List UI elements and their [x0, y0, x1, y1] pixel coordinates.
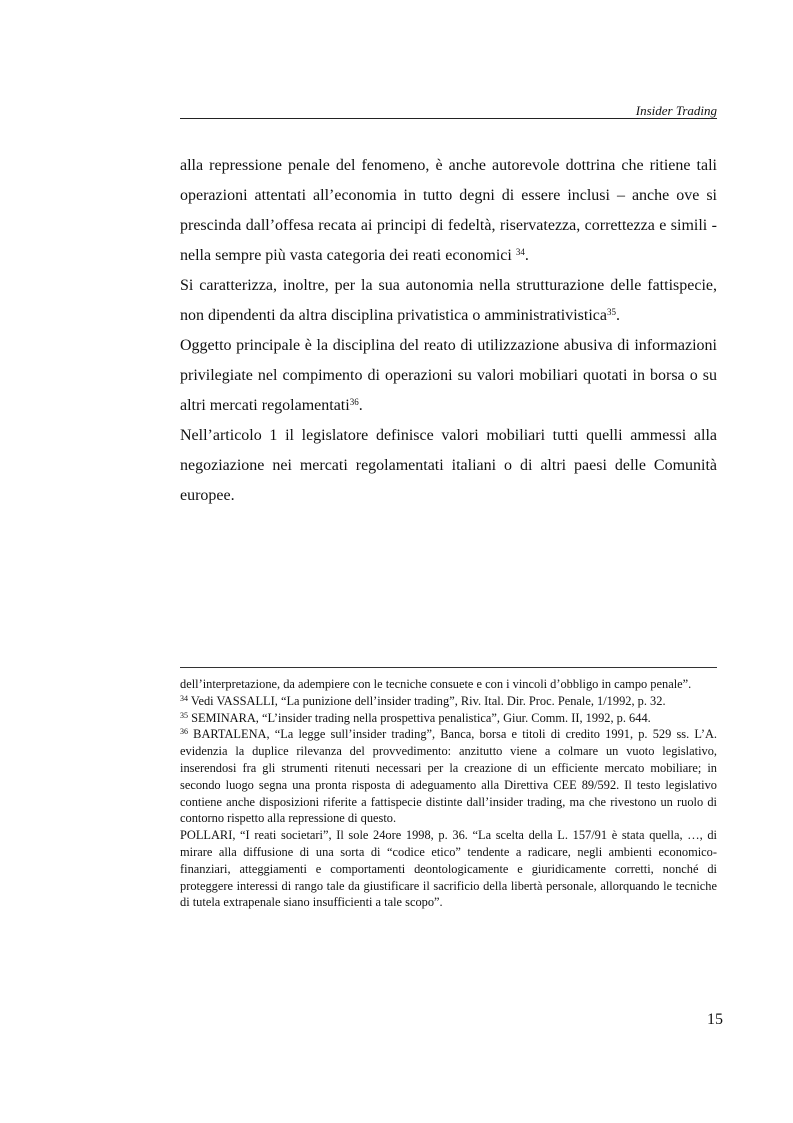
footnote-34-number: 34 [180, 693, 188, 703]
paragraph-3-end: . [358, 397, 363, 414]
footnote-34-text: Vedi VASSALLI, “La punizione dell’insider trading”, Riv. Ital. Dir. Proc. Penale, 1/1992, p. 32. [188, 693, 666, 708]
footnote-35-text: SEMINARA, “L’insider trading nella prospettiva penalistica”, Giur. Comm. II, 1992, p. 644. [188, 710, 651, 725]
footnote-35 [180, 710, 717, 727]
footnote-36-text: BARTALENA, “La legge sull’insider trading”, Banca, borsa e titoli di credito 1991, p. 529 ss. L’A. evidenzia la duplice rilevanza del provvedimento: anzitutto viene a colmare un vuoto legislativo, inserendosi fra gli strumenti ritenuti necessari per la creazione di un efficiente mercato mobiliare; in secondo luogo segna una pronta risposta di adeguamento alla Direttiva CEE 89/592. Il testo legislativo contiene anche disposizioni riferite a fattispecie distinte dall’insider trading, ma che rivestono un ruolo di contorno rispetto alla repressione di questo. [180, 727, 717, 826]
footnote-continued: dell’interpretazione, da adempiere con le tecniche consuete e con i vincoli d’obbligo in campo penale”. [180, 677, 692, 691]
header-rule [180, 118, 717, 119]
footnote-36 [180, 726, 717, 827]
paragraph-4: Nell’articolo 1 il legislatore definisce valori mobiliari tutti quelli ammessi alla negoziazione nei mercati regolamentati italiani o di altri paesi delle Comunità europee. [180, 427, 717, 504]
paragraph-3 [180, 331, 717, 421]
paragraph-1 [180, 151, 717, 271]
footnote-ref-34: 34 [515, 247, 525, 257]
footnote-ref-35: 35 [607, 307, 616, 317]
paragraph-3-text: Oggetto principale è la disciplina del reato di utilizzazione abusiva di informazioni privilegiate nel compimento di operazioni su valori mobiliari quotati in borsa o su altri mercati regolamentati [180, 337, 717, 414]
footnote-34 [180, 693, 717, 710]
page-number: 15 [707, 1011, 723, 1028]
footnote-35-number: 35 [180, 710, 188, 720]
paragraph-2 [180, 271, 717, 331]
footnote-separator [180, 667, 717, 668]
paragraph-1-text: alla repressione penale del fenomeno, è anche autorevole dottrina che ritiene tali operazioni attentati all’economia in tutto degni di essere inclusi – anche ove si prescinda dall’offesa recata ai principi di fedeltà, riservatezza, correttezza e simili -nella sempre più vasta categoria dei reati economici [180, 157, 717, 264]
running-header-title: Insider Trading [635, 103, 717, 118]
footnotes [180, 676, 717, 911]
paragraph-2-end: . [616, 307, 620, 324]
paragraph-1-end: . [524, 247, 529, 264]
footnote-pollari: POLLARI, “I reati societari”, Il sole 24ore 1998, p. 36. “La scelta della L. 157/91 è stata quella, …, di mirare alla diffusione di una sorta di “codice etico” tendente a radicare, negli ambienti economico-finanziari, atteggiamenti e comportamenti deontologicamente e giuridicamente corretti, nonché di proteggere interessi di rango tale da giustificare il sacrificio della libertà personale, allorquando le tecniche di tutela extrapenale siano insufficienti a tale scopo”. [180, 828, 717, 910]
main-text [180, 151, 717, 511]
footnote-ref-36: 36 [349, 397, 359, 407]
paragraph-2-text: Si caratterizza, inoltre, per la sua autonomia nella strutturazione delle fattispecie, non dipendenti da altra disciplina privatistica o amministrativistica [180, 277, 717, 324]
footnote-36-number: 36 [180, 727, 188, 737]
